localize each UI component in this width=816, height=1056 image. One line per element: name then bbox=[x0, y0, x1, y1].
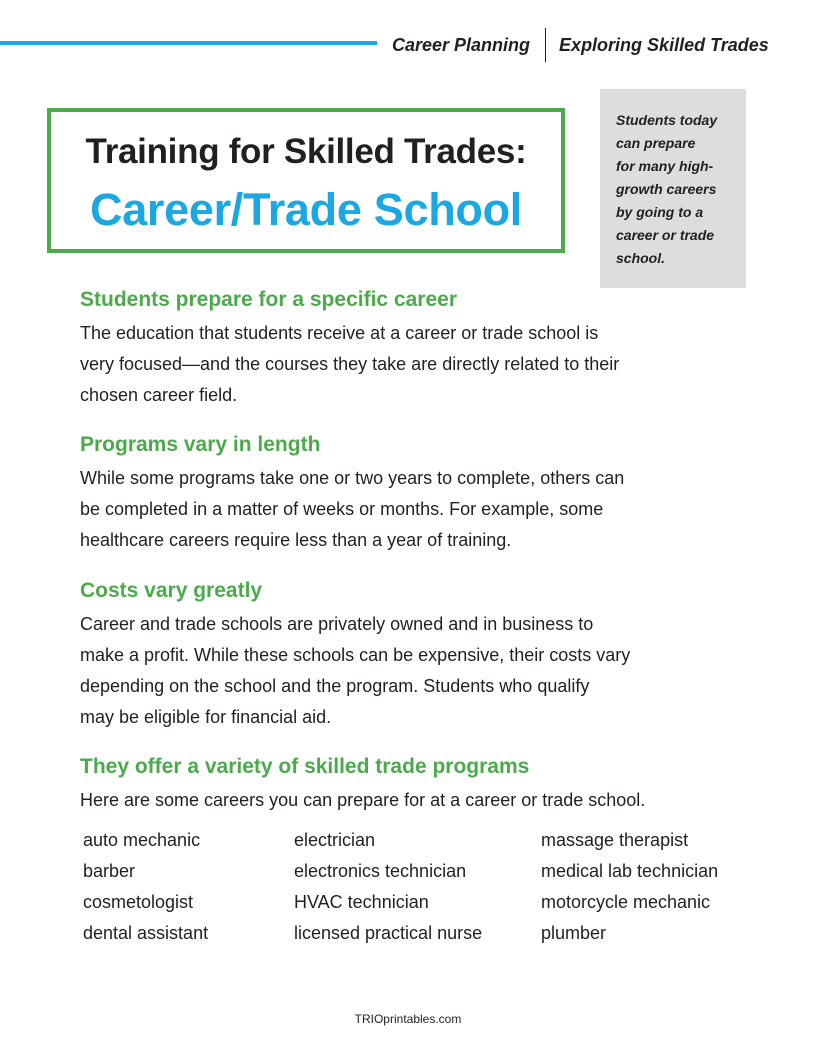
body-line: very focused—and the courses they take are directly related to their bbox=[80, 354, 620, 374]
callout-line: for many high- bbox=[616, 158, 714, 174]
body-line: be completed in a matter of weeks or months. For example, some bbox=[80, 499, 604, 519]
section-heading: Programs vary in length bbox=[80, 433, 321, 456]
career-item: massage therapist bbox=[541, 830, 689, 850]
callout-line: career or trade bbox=[616, 227, 715, 243]
section-specific-career bbox=[80, 286, 720, 411]
career-item: barber bbox=[83, 861, 136, 881]
callout-line: can prepare bbox=[616, 135, 696, 151]
section-programs-offered bbox=[80, 753, 720, 816]
callout-line: Students today bbox=[616, 112, 718, 128]
career-item: dental assistant bbox=[83, 923, 209, 943]
body-line: chosen career field. bbox=[80, 385, 238, 405]
career-item: licensed practical nurse bbox=[294, 923, 483, 943]
page-title: Training for Skilled Trades: bbox=[85, 132, 527, 171]
career-item: electronics technician bbox=[294, 861, 467, 881]
title-box bbox=[47, 108, 565, 253]
career-item: electrician bbox=[294, 830, 376, 850]
section-body bbox=[80, 785, 720, 816]
body-line: Career and trade schools are privately owned and in business to bbox=[80, 614, 594, 634]
callout-line: school. bbox=[616, 250, 666, 266]
careers-column bbox=[83, 825, 208, 949]
section-costs bbox=[80, 577, 720, 733]
section-heading: Students prepare for a specific career bbox=[80, 288, 457, 311]
careers-column bbox=[294, 825, 482, 949]
callout-line: growth careers bbox=[616, 181, 717, 197]
section-body bbox=[80, 609, 720, 733]
body-line: The education that students receive at a career or trade school is bbox=[80, 323, 599, 343]
body-line: may be eligible for financial aid. bbox=[80, 707, 332, 727]
footer-site-link[interactable]: TRIOprintables.com bbox=[354, 1012, 462, 1026]
callout-line: by going to a bbox=[616, 204, 704, 220]
sidebar-callout bbox=[600, 89, 746, 288]
body-line: While some programs take one or two years to complete, others can bbox=[80, 468, 625, 488]
career-item: medical lab technician bbox=[541, 861, 719, 881]
breadcrumb-separator bbox=[545, 28, 546, 62]
section-program-length bbox=[80, 431, 720, 556]
body-line: make a profit. While these schools can be expensive, their costs vary bbox=[80, 645, 631, 665]
career-item: HVAC technician bbox=[294, 892, 429, 912]
section-body bbox=[80, 463, 720, 556]
career-item: plumber bbox=[541, 923, 607, 943]
breadcrumb-item-career-planning: Career Planning bbox=[392, 34, 531, 55]
section-body bbox=[80, 318, 720, 411]
career-item: motorcycle mechanic bbox=[541, 892, 711, 912]
breadcrumb bbox=[392, 28, 769, 62]
section-heading: Costs vary greatly bbox=[80, 579, 263, 602]
body-line: Here are some careers you can prepare for at a career or trade school. bbox=[80, 790, 646, 810]
section-heading: They offer a variety of skilled trade programs bbox=[80, 755, 530, 778]
breadcrumb-item-exploring-skilled-trades: Exploring Skilled Trades bbox=[559, 34, 769, 55]
career-item: auto mechanic bbox=[83, 830, 201, 850]
careers-column bbox=[541, 825, 718, 949]
body-line: healthcare careers require less than a year of training. bbox=[80, 530, 512, 550]
career-item: cosmetologist bbox=[83, 892, 194, 912]
body-line: depending on the school and the program. Students who qualify bbox=[80, 676, 590, 696]
careers-list bbox=[83, 825, 763, 953]
header-accent-line bbox=[0, 41, 377, 45]
page-subtitle: Career/Trade School bbox=[90, 184, 522, 235]
